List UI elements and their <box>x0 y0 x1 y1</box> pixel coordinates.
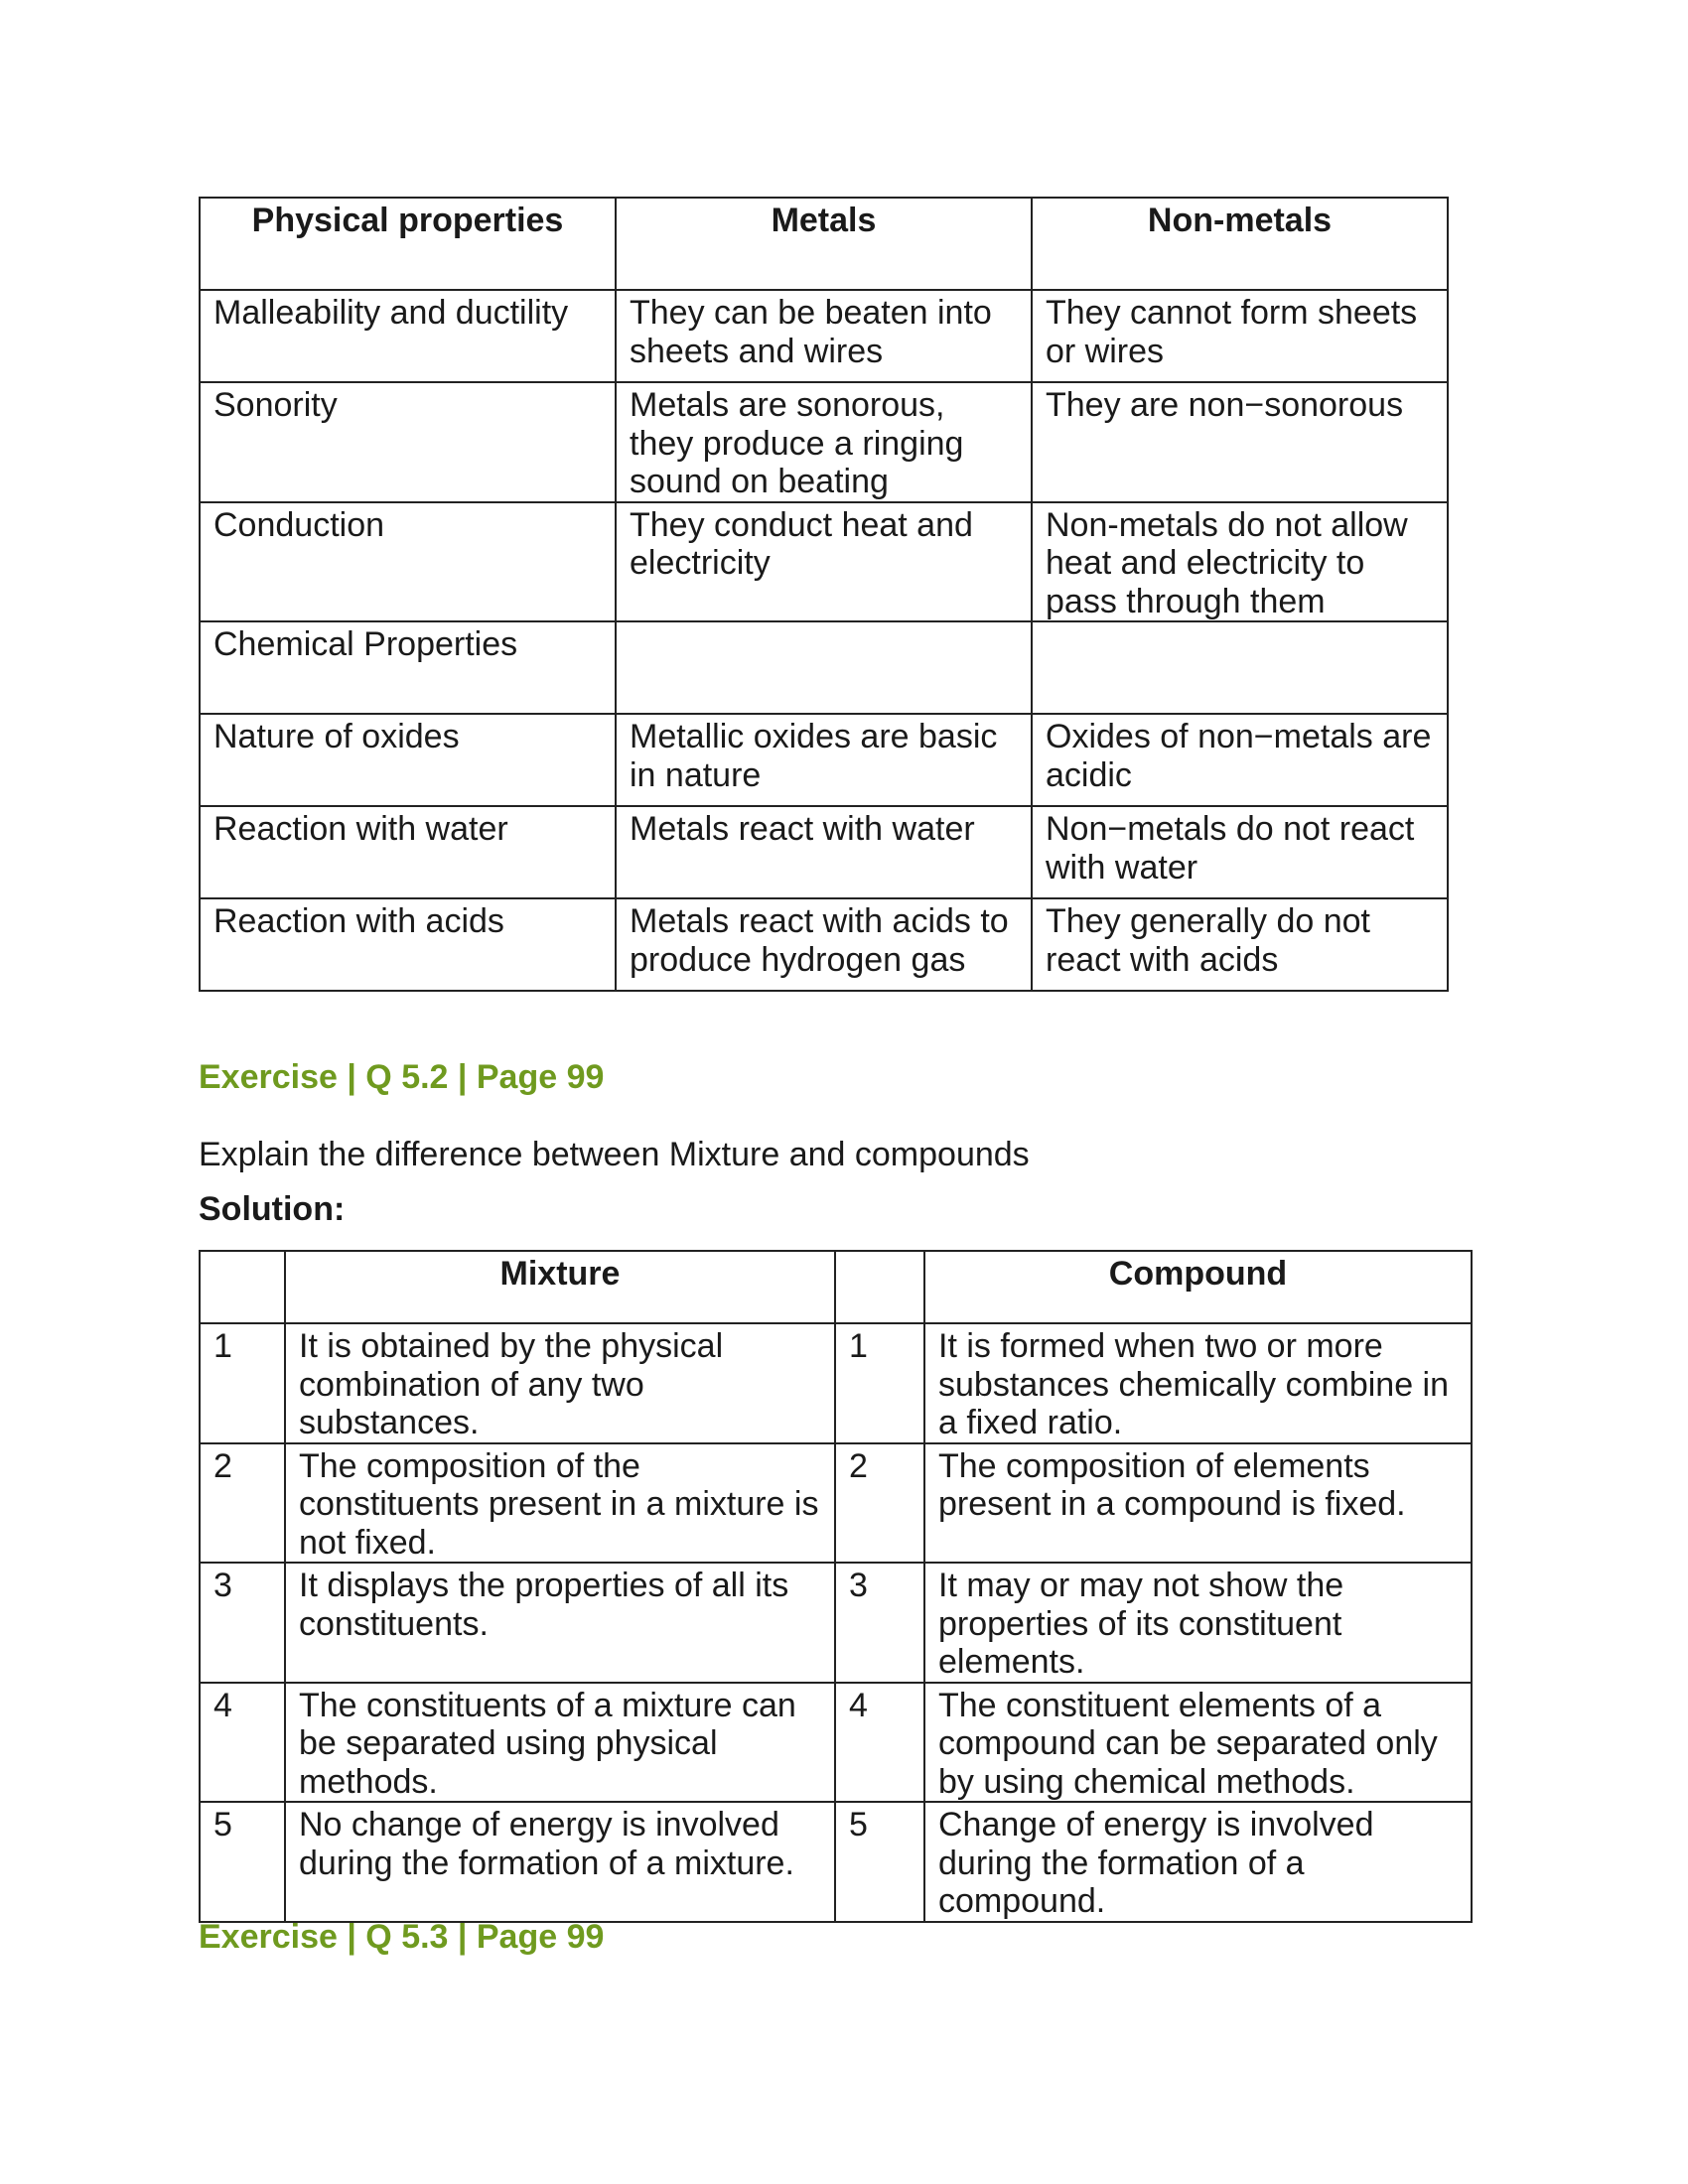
table-header-row <box>200 1251 1472 1323</box>
non-metals-cell: They cannot form sheets or wires <box>1032 290 1448 382</box>
non-metals-cell: They are non−sonorous <box>1032 382 1448 502</box>
row-number: 5 <box>200 1802 285 1922</box>
row-number: 3 <box>200 1563 285 1683</box>
properties-table <box>199 197 1449 992</box>
property-cell: Nature of oxides <box>200 714 616 806</box>
header-compound: Compound <box>924 1251 1472 1323</box>
row-number: 2 <box>835 1443 924 1564</box>
table-row <box>200 898 1448 991</box>
property-cell: Reaction with water <box>200 806 616 898</box>
mixture-cell: The constituents of a mixture can be separated using physical methods. <box>285 1683 835 1803</box>
property-cell: Malleability and ductility <box>200 290 616 382</box>
compound-cell: The composition of elements present in a compound is fixed. <box>924 1443 1472 1564</box>
metals-cell: They can be beaten into sheets and wires <box>616 290 1032 382</box>
row-number: 2 <box>200 1443 285 1564</box>
property-cell: Chemical Properties <box>200 621 616 714</box>
header-metals: Metals <box>616 198 1032 290</box>
metals-cell: They conduct heat and electricity <box>616 502 1032 622</box>
table-row <box>200 621 1448 714</box>
header-number <box>835 1251 924 1323</box>
table-row <box>200 1323 1472 1443</box>
mixture-compound-table <box>199 1250 1473 1923</box>
table-row <box>200 290 1448 382</box>
header-physical-properties: Physical properties <box>200 198 616 290</box>
row-number: 3 <box>835 1563 924 1683</box>
row-number: 1 <box>835 1323 924 1443</box>
compound-cell: It is formed when two or more substances chemically combine in a fixed ratio. <box>924 1323 1472 1443</box>
non-metals-cell: They generally do not react with acids <box>1032 898 1448 991</box>
table-row <box>200 714 1448 806</box>
header-non-metals: Non-metals <box>1032 198 1448 290</box>
header-number <box>200 1251 285 1323</box>
metals-cell: Metals react with acids to produce hydrogen gas <box>616 898 1032 991</box>
exercise-heading: Exercise | Q 5.3 | Page 99 <box>199 1918 605 1956</box>
metals-cell: Metallic oxides are basic in nature <box>616 714 1032 806</box>
compound-cell: It may or may not show the properties of its constituent elements. <box>924 1563 1472 1683</box>
non-metals-cell: Oxides of non−metals are acidic <box>1032 714 1448 806</box>
mixture-cell: It displays the properties of all its constituents. <box>285 1563 835 1683</box>
non-metals-cell: Non−metals do not react with water <box>1032 806 1448 898</box>
solution-label: Solution: <box>199 1190 346 1228</box>
compound-cell: The constituent elements of a compound can be separated only by using chemical methods. <box>924 1683 1472 1803</box>
property-cell: Sonority <box>200 382 616 502</box>
compound-cell: Change of energy is involved during the formation of a compound. <box>924 1802 1472 1922</box>
metals-cell: Metals react with water <box>616 806 1032 898</box>
table-row <box>200 1563 1472 1683</box>
mixture-cell: The composition of the constituents present in a mixture is not fixed. <box>285 1443 835 1564</box>
table-row <box>200 382 1448 502</box>
property-cell: Conduction <box>200 502 616 622</box>
row-number: 5 <box>835 1802 924 1922</box>
row-number: 4 <box>835 1683 924 1803</box>
table-header-row <box>200 198 1448 290</box>
table-row <box>200 806 1448 898</box>
mixture-cell: It is obtained by the physical combination of any two substances. <box>285 1323 835 1443</box>
row-number: 4 <box>200 1683 285 1803</box>
table-row <box>200 1683 1472 1803</box>
non-metals-cell <box>1032 621 1448 714</box>
exercise-heading: Exercise | Q 5.2 | Page 99 <box>199 1058 605 1096</box>
question-text: Explain the difference between Mixture and compounds <box>199 1136 1030 1173</box>
mixture-cell: No change of energy is involved during the formation of a mixture. <box>285 1802 835 1922</box>
metals-cell: Metals are sonorous, they produce a ringing sound on beating <box>616 382 1032 502</box>
table-row <box>200 502 1448 622</box>
non-metals-cell: Non-metals do not allow heat and electricity to pass through them <box>1032 502 1448 622</box>
metals-cell <box>616 621 1032 714</box>
table-row <box>200 1802 1472 1922</box>
row-number: 1 <box>200 1323 285 1443</box>
table-row <box>200 1443 1472 1564</box>
property-cell: Reaction with acids <box>200 898 616 991</box>
header-mixture: Mixture <box>285 1251 835 1323</box>
